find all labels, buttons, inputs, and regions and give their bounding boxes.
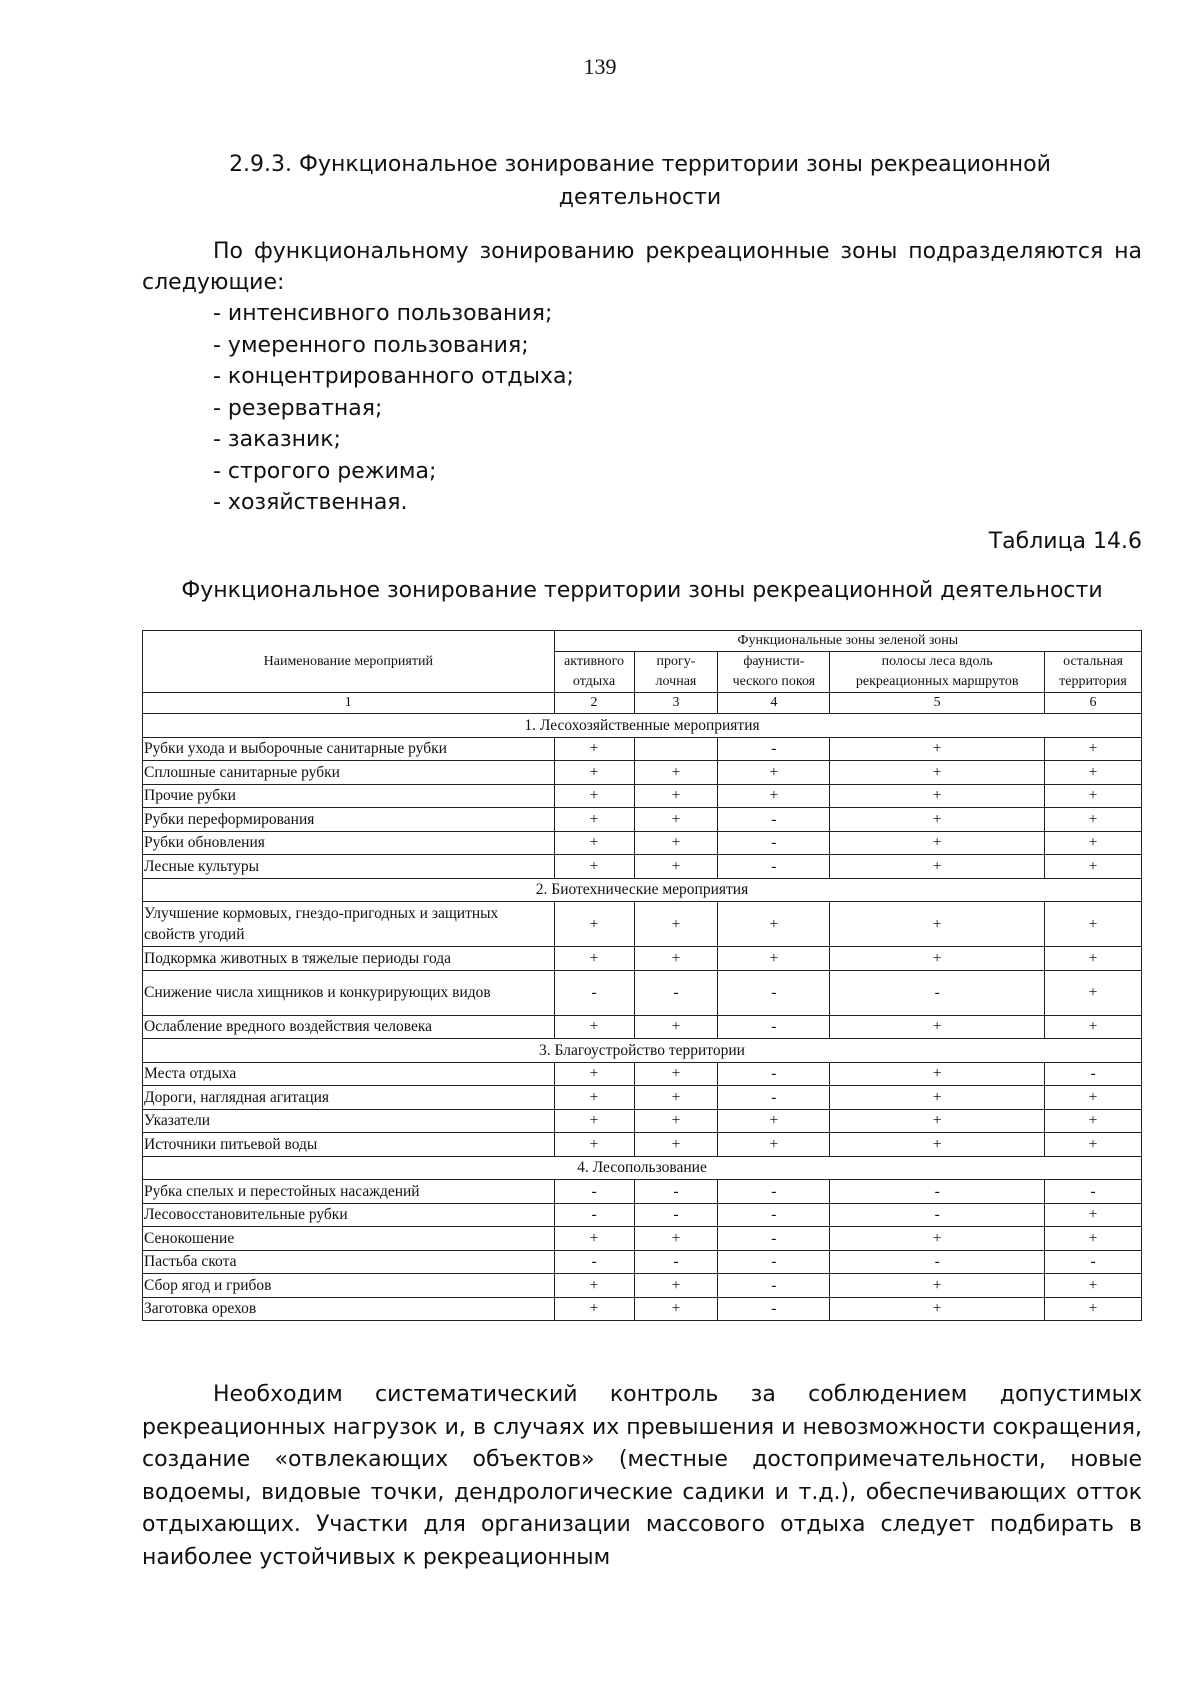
column-header: активного отдыха (554, 652, 634, 693)
table-row (143, 1133, 1142, 1157)
cell: + (634, 1297, 718, 1321)
zone-type-list (213, 298, 574, 519)
closing-paragraph: Необходим систематический контроль за соблюдением допустимых рекреационных нагрузок и, в случаях их превышения и невозможности сокращения, создание «отвлекающих объектов» (местные достопримечательности, новые водоемы, видовые точки, дендрологические садики и т.д.), обеспечивающих отток отдыхающих. Участки для организации массового отдыха следует подбирать в наиболее устойчивых к рекреационным (142, 1382, 1142, 1570)
cell: + (830, 1274, 1045, 1298)
row-name: Рубки переформирования (143, 808, 555, 832)
cell: - (718, 1062, 830, 1086)
section-title: 1. Лесохозяйственные мероприятия (143, 714, 1142, 738)
table-row (143, 808, 1142, 832)
cell: - (718, 1180, 830, 1204)
section-heading (200, 148, 1080, 214)
table-row (143, 1227, 1142, 1251)
cell: - (718, 1086, 830, 1110)
row-name: Сенокошение (143, 1227, 555, 1251)
cell: + (718, 1109, 830, 1133)
cell: + (718, 784, 830, 808)
row-name: Сплошные санитарные рубки (143, 761, 555, 785)
cell: + (554, 1297, 634, 1321)
cell: + (1045, 1015, 1142, 1039)
table-row (143, 1203, 1142, 1227)
table-row (143, 1274, 1142, 1298)
cell: + (718, 902, 830, 947)
table-row (143, 1086, 1142, 1110)
cell: + (634, 1015, 718, 1039)
list-item: - строгого режима; (213, 458, 437, 484)
row-name: Лесовосстановительные рубки (143, 1203, 555, 1227)
cell: - (634, 1203, 718, 1227)
row-name: Заготовка орехов (143, 1297, 555, 1321)
cell: - (554, 970, 634, 1015)
cell: + (1045, 761, 1142, 785)
section-title: 4. Лесопользование (143, 1156, 1142, 1180)
column-number: 2 (554, 693, 634, 714)
cell: - (1045, 1180, 1142, 1204)
cell: + (1045, 808, 1142, 832)
row-name: Подкормка животных в тяжелые периоды года (143, 947, 555, 971)
cell: + (554, 947, 634, 971)
section-title: 3. Благоустройство территории (143, 1039, 1142, 1063)
table-row (143, 761, 1142, 785)
section-heading-line-1: 2.9.3. Функциональное зонирование территории зоны рекреационной (229, 152, 1051, 177)
cell: - (718, 808, 830, 832)
table-row (143, 1250, 1142, 1274)
cell: + (830, 808, 1045, 832)
table-row (143, 970, 1142, 1015)
cell: - (718, 737, 830, 761)
cell: - (1045, 1250, 1142, 1274)
row-name: Улучшение кормовых, гнездо-пригодных и защитных свойств угодий (143, 902, 555, 947)
table-row (143, 855, 1142, 879)
list-item: - интенсивного пользования; (213, 301, 553, 326)
row-name: Указатели (143, 1109, 555, 1133)
column-number: 3 (634, 693, 718, 714)
cell: - (830, 1203, 1045, 1227)
cell: + (554, 1133, 634, 1157)
cell: - (718, 1015, 830, 1039)
cell: + (1045, 1227, 1142, 1251)
row-name: Ослабление вредного воздействия человека (143, 1015, 555, 1039)
row-name: Рубки обновления (143, 831, 555, 855)
zoning-table (142, 630, 1142, 1321)
cell: + (1045, 902, 1142, 947)
cell: + (830, 1062, 1045, 1086)
name-column-header: Наименование мероприятий (143, 631, 555, 693)
cell: + (1045, 1203, 1142, 1227)
cell: + (554, 784, 634, 808)
cell: + (1045, 1109, 1142, 1133)
row-name: Места отдыха (143, 1062, 555, 1086)
cell: + (1045, 1086, 1142, 1110)
cell: + (554, 808, 634, 832)
cell: + (634, 1227, 718, 1251)
list-item: - умеренного пользования; (213, 332, 529, 358)
cell: + (1045, 855, 1142, 879)
table-row (143, 1015, 1142, 1039)
table-row (143, 947, 1142, 971)
cell: + (634, 784, 718, 808)
table-row (143, 1297, 1142, 1321)
cell: - (554, 1250, 634, 1274)
column-header: прогу- лочная (634, 652, 718, 693)
cell: + (1045, 737, 1142, 761)
cell: + (1045, 784, 1142, 808)
column-number: 4 (718, 693, 830, 714)
cell: + (830, 1086, 1045, 1110)
table-title: Функциональное зонирование территории зоны рекреационной деятельности (181, 578, 1103, 603)
column-header: остальная территория (1045, 652, 1142, 693)
cell: - (718, 1227, 830, 1251)
cell: + (554, 855, 634, 879)
cell: + (634, 761, 718, 785)
intro-paragraph: По функциональному зонированию рекреационные зоны подразделяются на следующие: (142, 239, 1142, 295)
cell: - (634, 1180, 718, 1204)
cell: - (1045, 1062, 1142, 1086)
cell: + (830, 761, 1045, 785)
column-header: полосы леса вдоль рекреационных маршрутов (830, 652, 1045, 693)
cell: + (830, 1015, 1045, 1039)
column-number: 5 (830, 693, 1045, 714)
cell: + (634, 902, 718, 947)
row-name: Рубки ухода и выборочные санитарные рубки (143, 737, 555, 761)
cell: + (634, 855, 718, 879)
cell: + (634, 1086, 718, 1110)
cell: + (830, 1227, 1045, 1251)
cell: + (634, 1274, 718, 1298)
row-name: Сбор ягод и грибов (143, 1274, 555, 1298)
table-row (143, 831, 1142, 855)
table-row (143, 1062, 1142, 1086)
cell: + (830, 1109, 1045, 1133)
cell: + (554, 737, 634, 761)
cell: + (1045, 970, 1142, 1015)
cell (634, 737, 718, 761)
cell: - (718, 1297, 830, 1321)
list-item: - заказник; (213, 427, 341, 452)
cell: - (718, 1203, 830, 1227)
column-header: фаунисти- ческого покоя (718, 652, 830, 693)
cell: - (554, 1203, 634, 1227)
cell: + (634, 1133, 718, 1157)
section-title: 2. Биотехнические мероприятия (143, 878, 1142, 902)
cell: + (830, 1133, 1045, 1157)
row-name: Снижение числа хищников и конкурирующих видов (143, 970, 555, 1015)
cell: + (830, 902, 1045, 947)
table-row (143, 784, 1142, 808)
table-row (143, 1180, 1142, 1204)
zones-group-header: Функциональные зоны зеленой зоны (554, 631, 1141, 652)
cell: + (830, 784, 1045, 808)
cell: + (634, 947, 718, 971)
cell: + (554, 1015, 634, 1039)
list-item: - резерватная; (213, 395, 383, 421)
cell: - (830, 970, 1045, 1015)
row-name: Дороги, наглядная агитация (143, 1086, 555, 1110)
cell: + (830, 1297, 1045, 1321)
cell: + (554, 1062, 634, 1086)
cell: + (718, 761, 830, 785)
cell: + (554, 1086, 634, 1110)
row-name: Прочие рубки (143, 784, 555, 808)
list-item: - концентрированного отдыха; (213, 364, 574, 389)
list-item: - хозяйственная. (213, 490, 408, 515)
table-row (143, 737, 1142, 761)
cell: - (718, 831, 830, 855)
row-name: Источники питьевой воды (143, 1133, 555, 1157)
cell: - (830, 1180, 1045, 1204)
cell: + (554, 1227, 634, 1251)
cell: + (1045, 947, 1142, 971)
column-number: 6 (1045, 693, 1142, 714)
cell: + (554, 831, 634, 855)
cell: + (830, 855, 1045, 879)
cell: - (718, 855, 830, 879)
row-name: Пастьба скота (143, 1250, 555, 1274)
column-number: 1 (143, 693, 555, 714)
cell: + (554, 761, 634, 785)
row-name: Лесные культуры (143, 855, 555, 879)
section-heading-line-2: деятельности (558, 185, 722, 210)
table-row (143, 1109, 1142, 1133)
cell: - (554, 1180, 634, 1204)
cell: - (830, 1250, 1045, 1274)
row-name: Рубка спелых и перестойных насаждений (143, 1180, 555, 1204)
cell: + (554, 1109, 634, 1133)
cell: + (554, 902, 634, 947)
cell: - (718, 1274, 830, 1298)
cell: + (634, 808, 718, 832)
cell: + (830, 947, 1045, 971)
cell: - (634, 970, 718, 1015)
cell: - (718, 1250, 830, 1274)
cell: + (830, 737, 1045, 761)
cell: + (634, 1062, 718, 1086)
cell: + (554, 1274, 634, 1298)
cell: + (1045, 831, 1142, 855)
cell: + (830, 831, 1045, 855)
cell: + (1045, 1274, 1142, 1298)
page-number: 139 (583, 54, 617, 79)
table-label: Таблица 14.6 (988, 529, 1142, 554)
cell: + (718, 947, 830, 971)
cell: - (634, 1250, 718, 1274)
cell: + (634, 1109, 718, 1133)
cell: + (1045, 1297, 1142, 1321)
cell: + (634, 831, 718, 855)
cell: + (718, 1133, 830, 1157)
cell: - (718, 970, 830, 1015)
table-row (143, 902, 1142, 947)
cell: + (1045, 1133, 1142, 1157)
